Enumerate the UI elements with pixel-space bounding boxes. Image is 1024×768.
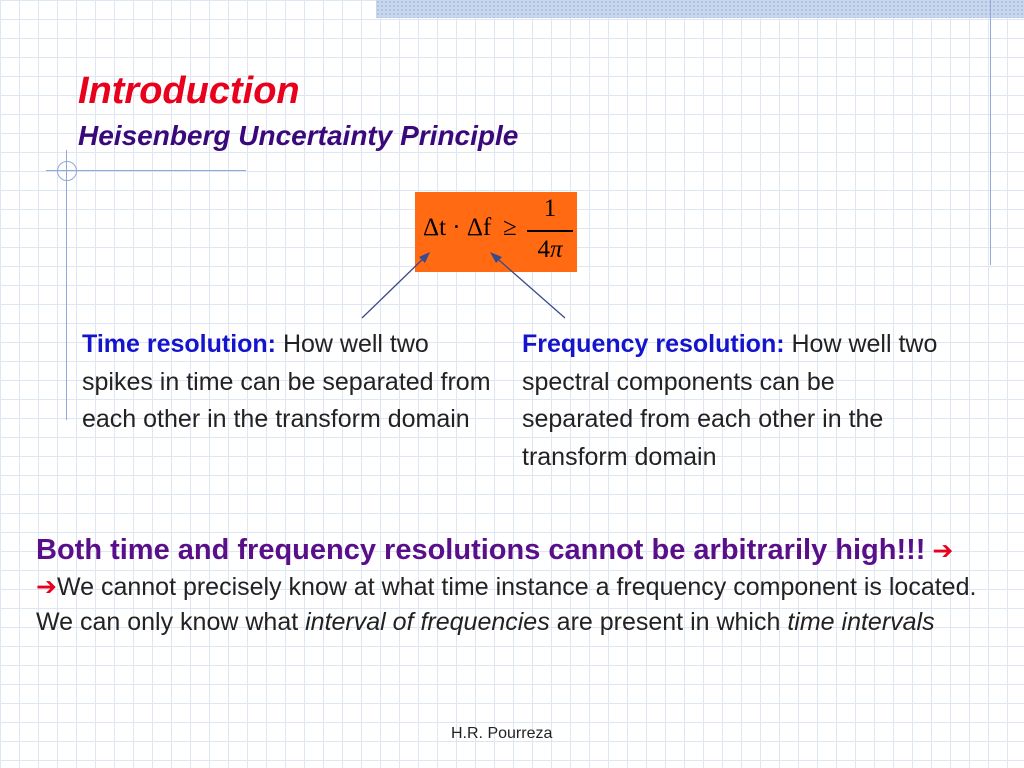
formula-delta-t: Δt bbox=[423, 214, 447, 241]
frequency-resolution-text: How well two spectral components can be separated from each other in the transform domain bbox=[522, 330, 938, 471]
slide-subtitle: Heisenberg Uncertainty Principle bbox=[78, 120, 519, 151]
time-resolution-text: How well two spikes in time can be separated from each other in the transform domain bbox=[82, 330, 491, 433]
formula-delta-f: Δf bbox=[466, 214, 492, 241]
slide-title: Introduction bbox=[78, 70, 300, 112]
formula-numerator: 1 bbox=[543, 195, 557, 222]
conclusion-italic-1: interval of frequencies bbox=[305, 608, 550, 636]
formula-denominator-number: 4 bbox=[537, 236, 550, 263]
conclusion-italic-2: time intervals bbox=[787, 608, 935, 636]
frequency-resolution-label: Frequency resolution: bbox=[522, 330, 785, 358]
time-resolution-label: Time resolution: bbox=[82, 330, 277, 358]
arrow-to-delta-f bbox=[492, 254, 565, 318]
conclusion-paragraph bbox=[36, 530, 1006, 640]
double-arrow-icon: ➔ ➔ bbox=[36, 537, 954, 601]
conclusion-claim: Both time and frequency resolutions cannot be arbitrarily high!!! bbox=[36, 534, 926, 566]
formula-dot: · bbox=[452, 214, 461, 241]
slide-footer-author: H.R. Pourreza bbox=[451, 725, 553, 742]
time-resolution-block bbox=[82, 326, 497, 439]
conclusion-text-2: are present in which bbox=[549, 608, 788, 636]
formula-geq: ≥ bbox=[503, 214, 517, 241]
arrow-to-delta-t bbox=[362, 254, 428, 318]
conclusion-text-1: We cannot precisely know at what time instance a frequency component is located. We can only know what bbox=[36, 573, 977, 636]
formula-denominator-pi: π bbox=[549, 236, 563, 263]
frequency-resolution-block bbox=[522, 326, 947, 476]
